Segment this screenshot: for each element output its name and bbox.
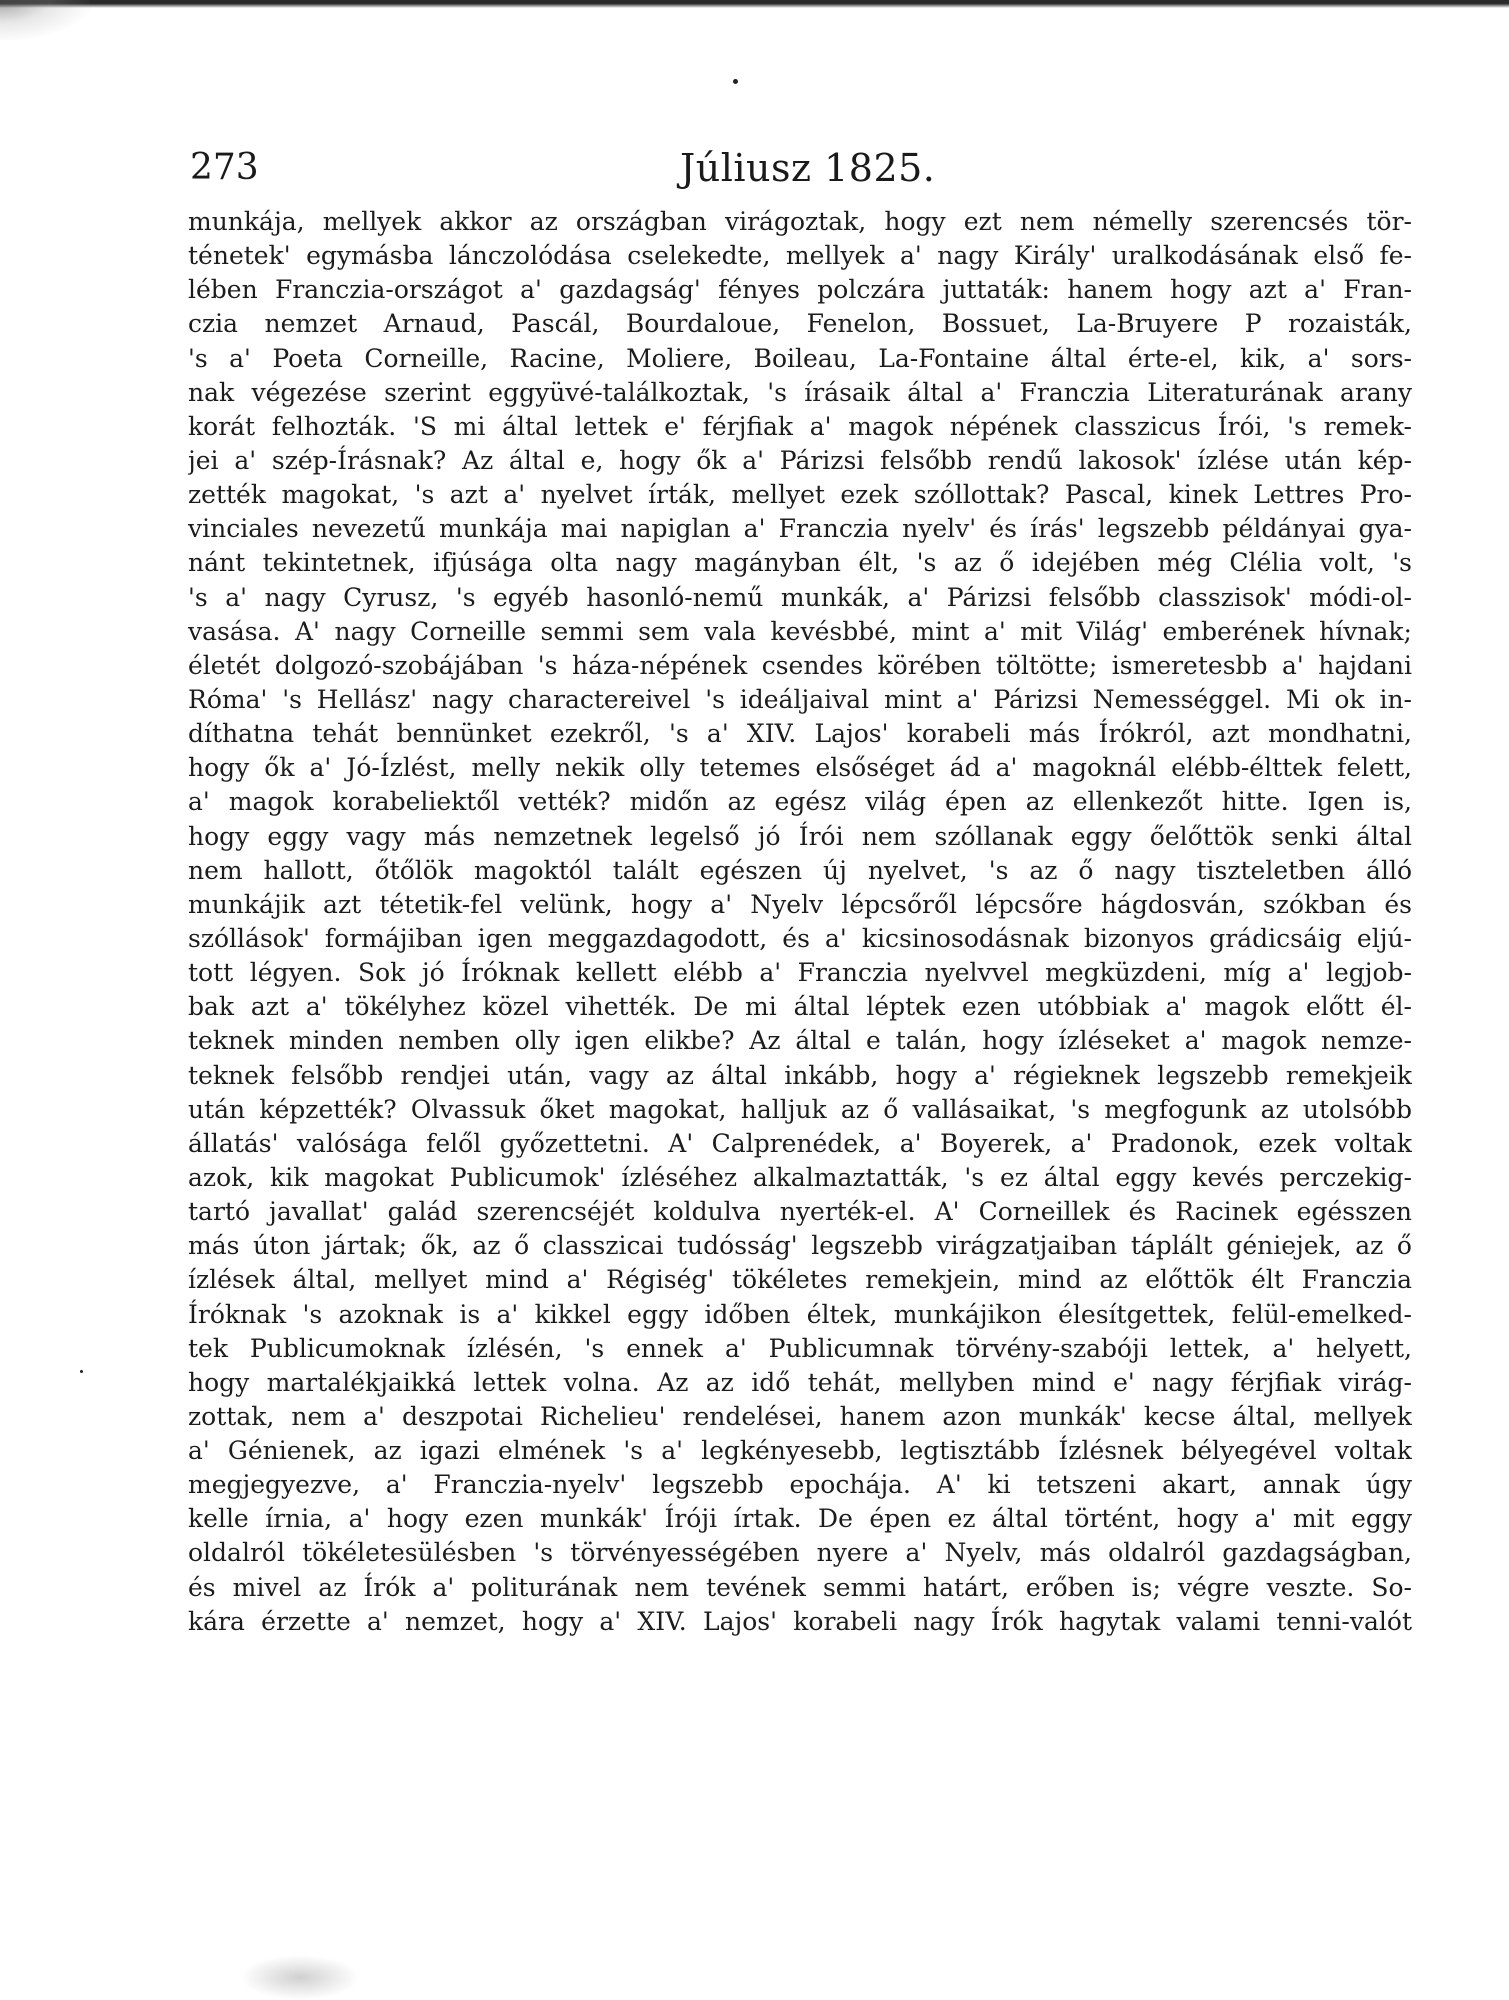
text-line: életét dolgozó-szobájában 's háza-népének csendes körében töltötte; ismeretesbb a' hajdani (188, 650, 1412, 680)
text-line: oldalról tökéletesülésben 's törvényességében nyere a' Nyelv, más oldalról gazdagságban, (188, 1538, 1412, 1568)
scan-dust (240, 1955, 360, 2000)
text-line: hogy ők a' Jó-Ízlést, melly nekik olly tetemes elsőséget ád a' magoknál elébb-élttek felett, (188, 753, 1412, 783)
text-line: bak azt a' tökélyhez közel vihették. De mi által léptek ezen utóbbiak a' magok előtt él- (188, 992, 1412, 1022)
text-line: vasása. A' nagy Corneille semmi sem vala kevésbbé, mint a' mit Világ' emberének hívnak; (188, 616, 1412, 646)
text-line: 's a' Poeta Corneille, Racine, Moliere, Boileau, La-Fontaine által érte-el, kik, a' sors- (188, 343, 1412, 373)
text-line: czia nemzet Arnaud, Pascál, Bourdaloue, Fenelon, Bossuet, La-Bruyere P rozaisták, (188, 309, 1412, 339)
text-line: teknek minden nemben olly igen elikbe? Az által e talán, hogy ízléseket a' magok nemze- (188, 1026, 1412, 1056)
text-line: tartó javallat' galád szerencséjét koldulva nyerték-el. A' Corneillek és Racinek egésszen (188, 1197, 1412, 1227)
text-line: teknek felsőbb rendjei után, vagy az által inkább, hogy a' régieknek legszebb remekjeik (188, 1060, 1412, 1090)
text-line: 's a' nagy Cyrusz, 's egyéb hasonló-nemű munkák, a' Párizsi felsőbb classzisok' módi-ol- (188, 582, 1412, 612)
text-line: ténetek' egymásba lánczolódása cselekedte, mellyek a' nagy Király' uralkodásának első fe- (188, 241, 1412, 271)
text-line: jei a' szép-Írásnak? Az által e, hogy ők a' Párizsi felsőbb rendű lakosok' ízlése után kép- (188, 445, 1412, 475)
text-line: lében Franczia-országot a' gazdagság' fényes polczára juttaták: hanem hogy azt a' Fran- (188, 275, 1412, 305)
text-line: nak végezése szerint eggyüvé-találkoztak, 's írásaik által a' Franczia Literaturának arany (188, 377, 1412, 407)
text-line: korát felhozták. 'S mi által lettek e' férjfiak a' magok népének classzicus Írói, 's remek- (188, 411, 1412, 441)
text-line: és mivel az Írók a' politurának nem tevének semmi határt, erőben is; végre veszte. So- (188, 1572, 1412, 1602)
text-line: a' Génienek, az igazi elmének 's a' legkényesebb, legtisztább Ízlésnek bélyegével voltak (188, 1436, 1412, 1466)
scan-top-edge (0, 0, 1509, 8)
text-line: kára érzette a' nemzet, hogy a' XIV. Lajos' korabeli nagy Írók hagytak valami tenni-valót (188, 1606, 1412, 1636)
text-line: Róma' 's Hellász' nagy charactereivel 's ideáljaival mint a' Párizsi Nemességgel. Mi ok in- (188, 684, 1412, 714)
text-line: munkája, mellyek akkor az országban virágoztak, hogy ezt nem némelly szerencsés tör- (188, 207, 1412, 236)
text-line: hogy martalékjaikká lettek volna. Az az idő tehát, mellyben mind e' nagy férjfiak virág- (188, 1367, 1412, 1397)
page-number: 273 (190, 147, 259, 188)
text-line: zették magokat, 's azt a' nyelvet írták, mellyet ezek szóllottak? Pascal, kinek Lettres Pro- (188, 480, 1412, 510)
text-line: zottak, nem a' deszpotai Richelieu' rendelései, hanem azon munkák' kecse által, mellyek (188, 1401, 1412, 1431)
text-line: szóllások' formájiban igen meggazdagodott, és a' kicsinosodásnak bizonyos grádicsáig eljú- (188, 923, 1412, 953)
text-line: tott légyen. Sok jó Íróknak kellett elébb a' Franczia nyelvvel megküzdeni, míg a' legjob- (188, 958, 1412, 988)
ink-speck (80, 1370, 83, 1373)
text-line: állatás' valósága felől győzettetni. A' Calprenédek, a' Boyerek, a' Pradonok, ezek voltak (188, 1128, 1412, 1158)
text-line: megjegyezve, a' Franczia-nyelv' legszebb epochája. A' ki tetszeni akart, annak úgy (188, 1470, 1412, 1500)
text-line: nem hallott, őtőlök magoktól talált egészen új nyelvet, 's az ő nagy tiszteletben álló (188, 855, 1412, 885)
body-text (188, 205, 1412, 1639)
ink-speck (733, 79, 738, 84)
scan-corner-smudge (0, 0, 90, 40)
text-line: tek Publicumoknak ízlésén, 's ennek a' Publicumnak törvény-szabóji lettek, a' helyett, (188, 1333, 1412, 1363)
text-line: vinciales nevezetű munkája mai napiglan a' Franczia nyelv' és írás' legszebb példányai gya- (188, 514, 1412, 544)
text-line: a' magok korabeliektől vették? midőn az egész világ épen az ellenkezőt hitte. Igen is, (188, 787, 1412, 817)
text-line: Íróknak 's azoknak is a' kikkel eggy időben éltek, munkájikon élesítgettek, felül-emelked- (188, 1299, 1412, 1329)
text-line: más úton jártak; ők, az ő classzicai tudósság' legszebb virágzatjaiban táplált géniejek, az ő (188, 1231, 1412, 1261)
text-line: munkájik azt tétetik-fel velünk, hogy a' Nyelv lépcsőről lépcsőre hágdosván, szókban és (188, 889, 1412, 919)
text-line: azok, kik magokat Publicumok' ízléséhez alkalmaztatták, 's ez által eggy kevés perczekig- (188, 1162, 1412, 1192)
text-line: után képzették? Olvassuk őket magokat, halljuk az ő vallásaikat, 's megfogunk az utolsóbb (188, 1094, 1412, 1124)
text-line: díthatna tehát bennünket ezekről, 's a' XIV. Lajos' korabeli más Írókról, azt mondhatni, (188, 719, 1412, 749)
running-head: Júliusz 1825. (680, 146, 936, 190)
text-line: nánt tekintetnek, ifjúsága olta nagy magányban élt, 's az ő idejében még Clélia volt, 's (188, 548, 1412, 578)
page-header (190, 146, 1225, 196)
text-line: kelle írnia, a' hogy ezen munkák' Íróji írtak. De épen ez által történt, hogy a' mit eggy (188, 1504, 1412, 1534)
text-line: ízlések által, mellyet mind a' Régiség' tökéletes remekjein, mind az előttök élt Franczia (188, 1265, 1412, 1295)
text-line: hogy eggy vagy más nemzetnek legelső jó Írói nem szóllanak eggy őelőttök senki által (188, 821, 1412, 851)
